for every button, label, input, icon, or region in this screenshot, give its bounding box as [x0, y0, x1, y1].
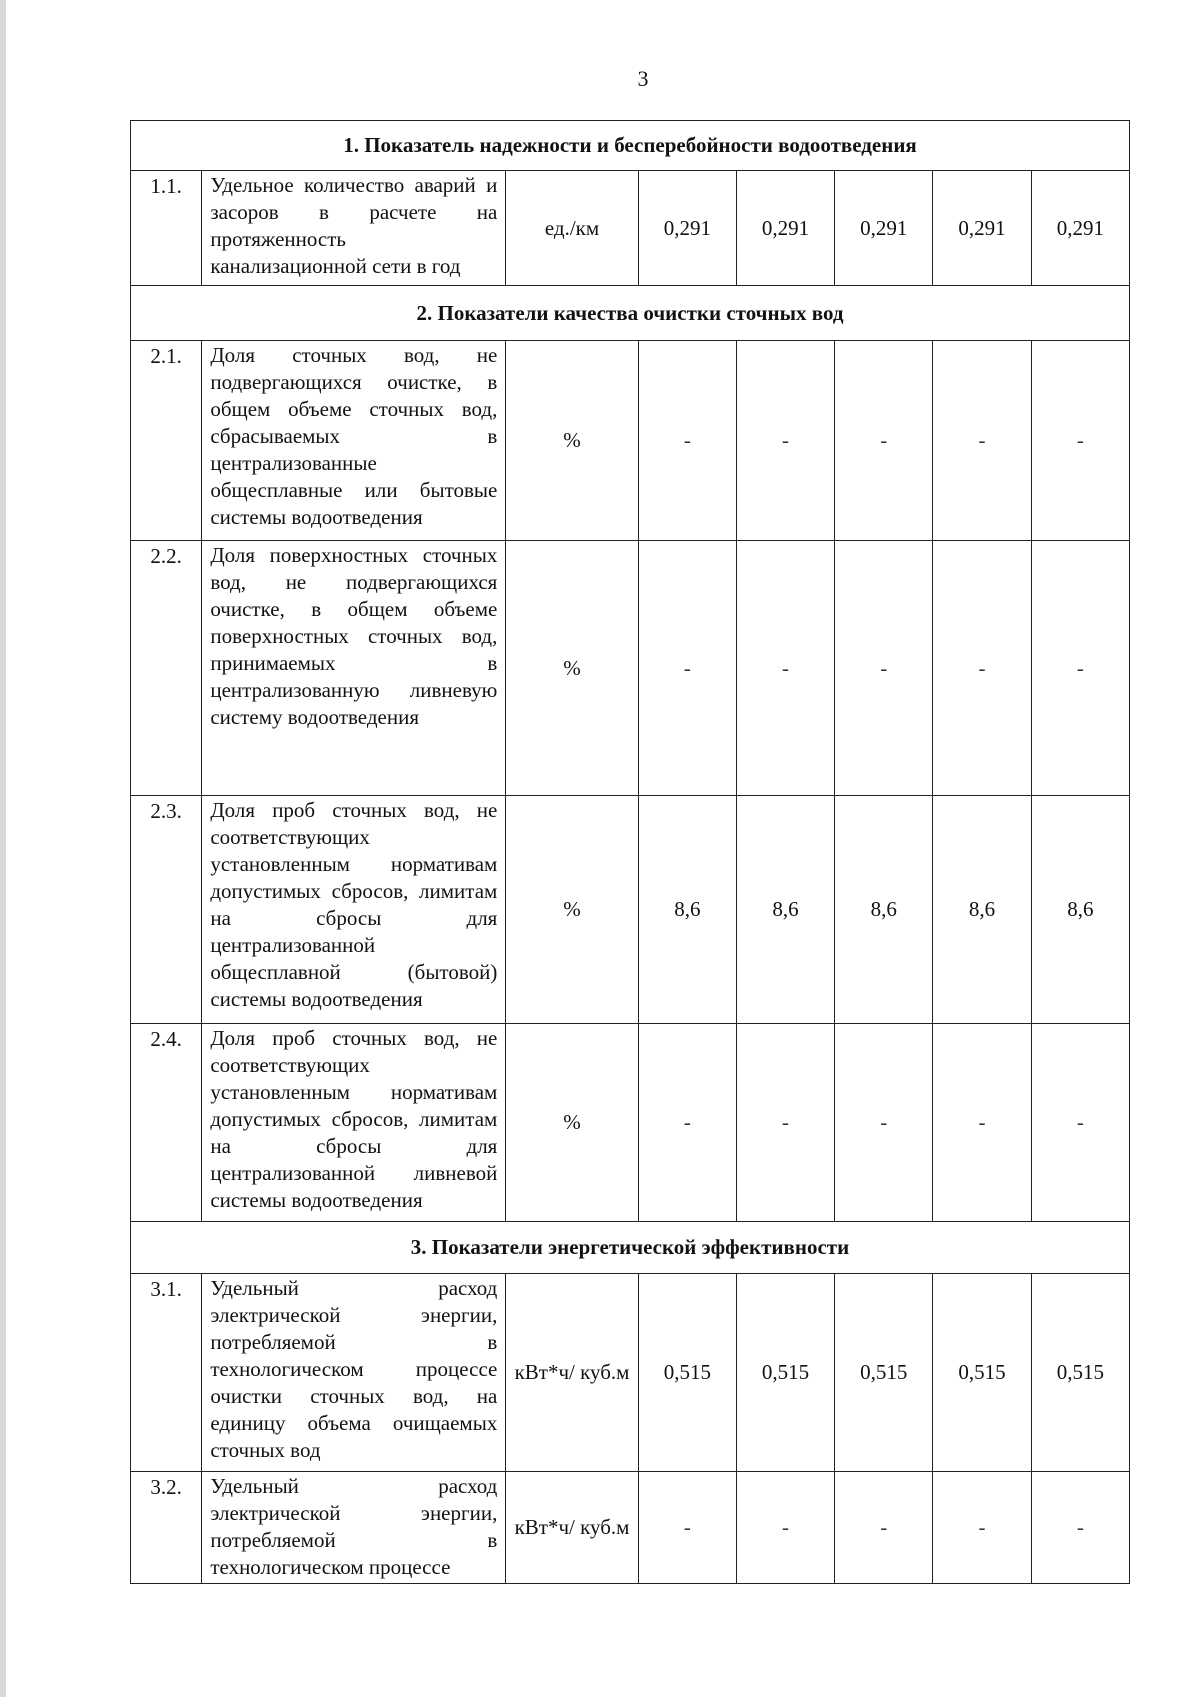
- section-header-row: [131, 1222, 1130, 1274]
- value-cell: -: [1031, 541, 1129, 796]
- value-cell: -: [835, 341, 933, 541]
- value-cell: 0,291: [638, 171, 736, 286]
- indicators-table: [130, 120, 1130, 1584]
- table-row: [131, 341, 1130, 541]
- row-number: 1.1.: [131, 171, 202, 286]
- table-row: [131, 1024, 1130, 1222]
- value-cell: -: [638, 541, 736, 796]
- value-cell: 8,6: [1031, 796, 1129, 1024]
- value-cell: 8,6: [933, 796, 1031, 1024]
- row-number: 2.3.: [131, 796, 202, 1024]
- value-cell: 8,6: [736, 796, 834, 1024]
- row-number: 2.1.: [131, 341, 202, 541]
- value-cell: 0,515: [835, 1274, 933, 1472]
- section-title: 2. Показатели качества очистки сточных вод: [131, 286, 1130, 341]
- section-header-row: [131, 286, 1130, 341]
- table-row: [131, 1472, 1130, 1584]
- value-cell: -: [638, 1472, 736, 1584]
- value-cell: 0,291: [933, 171, 1031, 286]
- value-cell: -: [638, 341, 736, 541]
- row-number: 3.1.: [131, 1274, 202, 1472]
- row-number: 2.2.: [131, 541, 202, 796]
- value-cell: 8,6: [835, 796, 933, 1024]
- value-cell: 0,515: [638, 1274, 736, 1472]
- row-description: Доля поверхностных сточных вод, не подвергающихся очистке, в общем объеме поверхностных сточных вод, принимаемых в централизованную ливневую систему водоотведения: [202, 541, 506, 796]
- row-unit: %: [506, 541, 638, 796]
- row-unit: %: [506, 341, 638, 541]
- table-row: [131, 171, 1130, 286]
- row-description: Доля проб сточных вод, не соответствующих установленным нормативам допустимых сбросов, лимитам на сбросы для централизованной общесплавной (бытовой) системы водоотведения: [202, 796, 506, 1024]
- value-cell: 0,515: [933, 1274, 1031, 1472]
- value-cell: -: [638, 1024, 736, 1222]
- row-description: Доля проб сточных вод, не соответствующих установленным нормативам допустимых сбросов, лимитам на сбросы для централизованной ливневой системы водоотведения: [202, 1024, 506, 1222]
- value-cell: -: [835, 541, 933, 796]
- row-unit: %: [506, 796, 638, 1024]
- row-unit: кВт*ч/ куб.м: [506, 1472, 638, 1584]
- value-cell: -: [1031, 341, 1129, 541]
- row-unit: ед./км: [506, 171, 638, 286]
- value-cell: 8,6: [638, 796, 736, 1024]
- section-header-row: [131, 121, 1130, 171]
- value-cell: 0,515: [1031, 1274, 1129, 1472]
- table-row: [131, 796, 1130, 1024]
- scan-edge-shadow: [0, 0, 6, 1697]
- row-unit: %: [506, 1024, 638, 1222]
- value-cell: -: [1031, 1472, 1129, 1584]
- section-title: 1. Показатель надежности и бесперебойности водоотведения: [131, 121, 1130, 171]
- page-number: 3: [637, 66, 649, 91]
- row-number: 2.4.: [131, 1024, 202, 1222]
- value-cell: -: [835, 1024, 933, 1222]
- row-number: 3.2.: [131, 1472, 202, 1584]
- value-cell: -: [933, 1472, 1031, 1584]
- row-description: Удельный расход электрической энергии, потребляемой в технологическом процессе очистки сточных вод, на единицу объема очищаемых сточных вод: [202, 1274, 506, 1472]
- table-row: [131, 1274, 1130, 1472]
- value-cell: -: [736, 341, 834, 541]
- value-cell: -: [736, 1472, 834, 1584]
- value-cell: 0,291: [1031, 171, 1129, 286]
- value-cell: 0,515: [736, 1274, 834, 1472]
- table-row: [131, 541, 1130, 796]
- value-cell: -: [933, 1024, 1031, 1222]
- value-cell: -: [933, 341, 1031, 541]
- value-cell: -: [835, 1472, 933, 1584]
- value-cell: 0,291: [835, 171, 933, 286]
- value-cell: -: [1031, 1024, 1129, 1222]
- value-cell: -: [736, 1024, 834, 1222]
- row-description: Доля сточных вод, не подвергающихся очистке, в общем объеме сточных вод, сбрасываемых в централизованные общесплавные или бытовые системы водоотведения: [202, 341, 506, 541]
- row-description: Удельный расход электрической энергии, потребляемой в технологическом процессе: [202, 1472, 506, 1584]
- value-cell: 0,291: [736, 171, 834, 286]
- row-unit: кВт*ч/ куб.м: [506, 1274, 638, 1472]
- value-cell: -: [736, 541, 834, 796]
- value-cell: -: [933, 541, 1031, 796]
- section-title: 3. Показатели энергетической эффективности: [131, 1222, 1130, 1274]
- row-description: Удельное количество аварий и засоров в расчете на протяженность канализационной сети в год: [202, 171, 506, 286]
